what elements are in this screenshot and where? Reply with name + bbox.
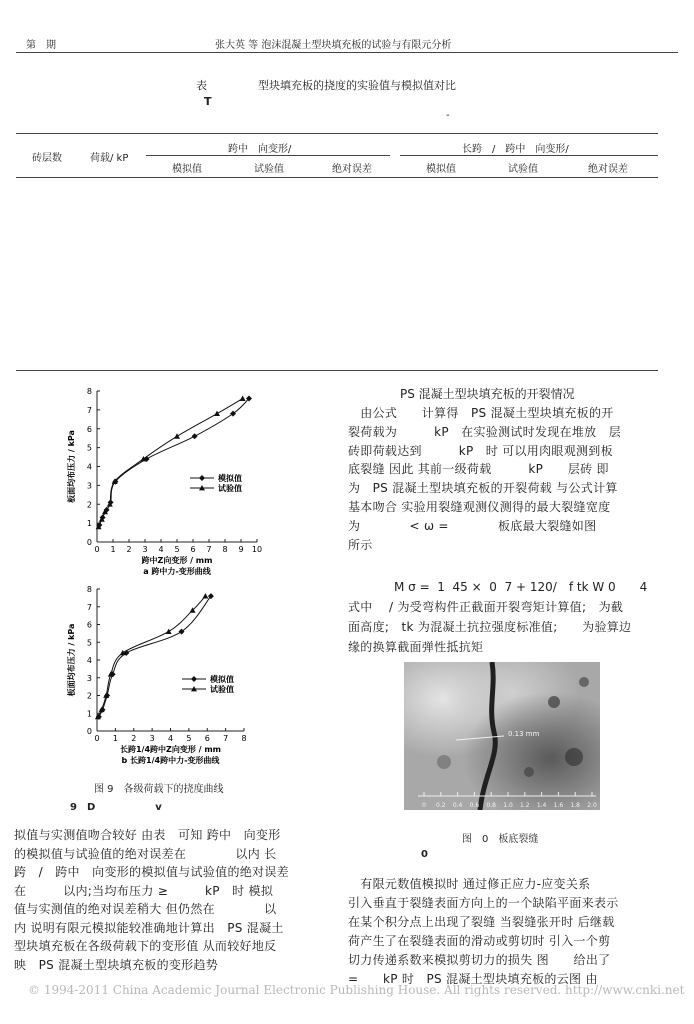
table-caption: 型块填充板的挠度的实验值与模拟值对比 — [258, 79, 456, 92]
header-rule — [16, 52, 678, 53]
y-tick-label: 5 — [86, 443, 92, 453]
scale-label: 0.2 — [436, 802, 446, 809]
x-tick-label: 6 — [204, 734, 210, 743]
y-tick-label: 8 — [86, 387, 92, 396]
section-heading: PS 混凝土型块填充板的开裂情况 — [400, 387, 575, 401]
x-tick-label: 1 — [112, 734, 118, 743]
scale-label: 1.4 — [536, 802, 547, 809]
x-tick-label: 7 — [223, 734, 229, 743]
marker-diamond — [192, 433, 198, 439]
header-left: 第 期 — [26, 40, 56, 51]
right-line: 底裂缝 因此 其前一级荷载 kP 层砖 即 — [348, 462, 609, 477]
y-tick-label: 3 — [86, 481, 92, 491]
y-tick-label: 8 — [86, 585, 92, 594]
y-tick-label: 7 — [86, 602, 92, 612]
right-line: 砖即荷载达到 kP 时 可以用肉眼观测到板 — [348, 443, 613, 458]
y-tick-label: 4 — [86, 656, 92, 665]
header-title: 张大英 等 泡沫混凝土型块填充板的试验与有限元分析 — [215, 40, 452, 51]
series-line-experimental — [98, 596, 205, 717]
scale-label: 1.2 — [520, 802, 530, 809]
left-line: 值与实测值的绝对误差稍大 但仍然在 以 — [14, 902, 277, 916]
figure10-caption: 图 0 板底裂缝 — [462, 834, 539, 845]
chart-title: b 长跨1/4跨中力-变形曲线 — [121, 756, 220, 765]
marker-diamond — [191, 676, 197, 682]
marker-diamond — [199, 475, 205, 481]
table-sub-sim-2: 模拟值 — [426, 164, 456, 175]
left-line: 的模拟值与试验值的绝对误差在 以内 长 — [14, 846, 277, 861]
left-line: 拟值与实测值吻合较好 由表 可知 跨中 向变形 — [14, 828, 281, 842]
chart-title: a 跨中力-变形曲线 — [143, 567, 211, 576]
right-line: 所示 — [348, 537, 373, 552]
x-tick-label: 1 — [110, 545, 116, 554]
figure9-caption-en: 9 D v — [70, 802, 162, 813]
y-tick-label: 7 — [86, 405, 92, 415]
y-tick-label: 5 — [86, 638, 92, 648]
x-axis-label: 跨中Z向变形 / mm — [141, 556, 213, 565]
y-axis-label: 板面均布压力 / kPa — [67, 623, 76, 697]
x-tick-label: 6 — [190, 545, 196, 554]
x-tick-label: 4 — [158, 545, 164, 554]
formula: M σ = 1 45 × 0 7 + 120/ f tk W 0 4 — [394, 580, 648, 594]
bottom-right-paragraph — [348, 875, 619, 989]
scale-label: 1.6 — [553, 802, 564, 809]
table-sub-err-1: 绝对误差 — [332, 164, 372, 175]
table-dash: - — [446, 110, 450, 121]
legend-label: 试验值 — [218, 484, 242, 493]
bottom-line: = kP 时 PS 混凝土型块填充板的云图 由 — [348, 972, 598, 986]
scale-label: 1.8 — [570, 802, 580, 809]
right-line: 为 < ω = 板底最大裂缝如图 — [348, 518, 597, 533]
y-tick-label: 0 — [86, 727, 92, 736]
table-header-group2: 长跨 / 跨中 向变形/ — [462, 144, 569, 155]
y-tick-label: 1 — [86, 519, 92, 529]
bottom-line: 荷产生了在裂缝表面的滑动或剪切时 引入一个剪 — [348, 934, 611, 948]
legend-label: 模拟值 — [210, 675, 234, 684]
x-tick-label: 9 — [238, 545, 244, 554]
marker-triangle — [240, 396, 246, 401]
definition-line: 式中 / 为受弯构件正截面开裂弯矩计算值; 为截 — [348, 600, 624, 614]
crack-width-label: 0.13 mm — [508, 730, 540, 738]
series-line-simulated — [99, 399, 249, 525]
bottom-line: 在某个积分点上出现了裂缝 当裂缝张开时 后继载 — [348, 915, 615, 929]
marker-triangle — [202, 593, 208, 598]
legend-label: 模拟值 — [218, 474, 242, 483]
right-line: 基本吻合 实验用裂缝观测仪测得的最大裂缝宽度 — [348, 499, 611, 514]
crack-photo-art — [404, 662, 600, 810]
left-line: 跨 / 跨中 向变形的模拟值与试验值的绝对误差 — [14, 865, 289, 879]
table-group1-rule — [146, 155, 390, 156]
table-group2-rule — [400, 155, 658, 156]
y-tick-label: 0 — [86, 538, 92, 547]
right-line: 为 PS 混凝土型块填充板的开裂荷载 与公式计算 — [348, 481, 618, 496]
y-tick-label: 4 — [86, 462, 92, 472]
x-tick-label: 4 — [167, 734, 174, 743]
x-axis-label: 长跨1/4跨中Z向变形 / mm — [119, 745, 222, 754]
x-tick-label: 0 — [94, 545, 100, 554]
x-tick-label: 2 — [131, 734, 137, 743]
right-line: 由公式 计算得 PS 混凝土型块填充板的开 — [348, 406, 614, 420]
bottom-line: 有限元数值模拟时 通过修正应力-应变关系 — [348, 877, 591, 891]
scale-label: 0.6 — [469, 802, 480, 809]
table-bottom-rule — [16, 370, 658, 371]
table-caption-en: T — [204, 95, 212, 108]
scale-label: 0 — [422, 802, 426, 809]
table-header-layer: 砖层数 — [32, 153, 62, 164]
definition-line: 缘的换算截面弹性抵抗矩 — [348, 640, 484, 654]
bottom-line: 切力传递系数来模拟剪切力的损失 图 给出了 — [348, 953, 611, 967]
table-sub-sim-1: 模拟值 — [172, 164, 202, 175]
table-top-rule — [16, 133, 658, 134]
y-tick-label: 2 — [86, 500, 92, 510]
x-tick-label: 3 — [149, 734, 155, 743]
copyright-watermark: © 1994-2011 China Academic Journal Electronic Publishing House. All rights reserved. http://www.cnki.net — [28, 983, 685, 997]
scale-label: 0.8 — [486, 802, 496, 809]
table-sub-exp-1: 试验值 — [254, 164, 284, 175]
left-line: 型块填充板在各级荷载下的变形值 从而较好地反 — [14, 939, 277, 953]
marker-triangle — [166, 629, 172, 634]
series-line-experimental — [99, 399, 243, 527]
scale-label: 0.4 — [452, 802, 463, 809]
bottom-line: 引入垂直于裂缝表面方向上的一个缺陷平面来表示 — [348, 896, 619, 910]
x-tick-label: 8 — [222, 545, 228, 554]
table-header-rule — [16, 177, 658, 178]
x-tick-label: 0 — [94, 734, 100, 743]
x-tick-label: 10 — [251, 545, 263, 554]
series-line-simulated — [99, 596, 211, 717]
left-line: 映 PS 混凝土型块填充板的变形趋势 — [14, 957, 219, 972]
figure9-caption: 图 9 各级荷载下的挠度曲线 — [94, 784, 224, 795]
marker-triangle — [174, 433, 180, 438]
y-tick-label: 6 — [86, 620, 92, 630]
x-tick-label: 5 — [174, 545, 180, 554]
left-line: 在 以内;当均布压力 ≥ kP 时 模拟 — [14, 883, 274, 898]
legend-label: 试验值 — [210, 685, 234, 694]
x-tick-label: 2 — [126, 545, 132, 554]
figure10-caption-en: 0 — [421, 849, 428, 860]
definition-line: 面高度; tk 为混凝土抗拉强度标准值; 为验算边 — [348, 620, 632, 634]
table-header-group1: 跨中 向变形/ — [228, 144, 292, 155]
left-line: 内 说明有限元模拟能较准确地计算出 PS 混凝土 — [14, 920, 284, 935]
table-caption-prefix: 表 — [196, 79, 207, 92]
y-tick-label: 1 — [86, 709, 92, 719]
table-header-load: 荷载/ kP — [90, 153, 129, 164]
scale-label: 2.0 — [587, 802, 597, 809]
table-sub-err-2: 绝对误差 — [588, 164, 628, 175]
chart-b — [60, 581, 270, 776]
x-tick-label: 5 — [186, 734, 192, 743]
y-tick-label: 3 — [86, 673, 92, 683]
x-tick-label: 7 — [206, 545, 212, 554]
y-axis-label: 板面均布压力 / kPa — [67, 430, 76, 503]
scale-label: 1.0 — [503, 802, 513, 809]
table-sub-exp-2: 试验值 — [508, 164, 538, 175]
marker-triangle — [214, 411, 220, 416]
x-tick-label: 3 — [142, 545, 148, 554]
right-paragraph — [348, 404, 621, 554]
chart-a — [60, 384, 270, 584]
right-line: 裂荷载为 kP 在实验测试时发现在堆放 层 — [348, 424, 622, 439]
crack-photo — [404, 662, 600, 810]
x-tick-label: 8 — [241, 734, 247, 743]
y-tick-label: 6 — [86, 424, 92, 434]
left-paragraph — [14, 826, 289, 974]
definition-paragraph — [348, 597, 631, 657]
y-tick-label: 2 — [86, 691, 92, 701]
